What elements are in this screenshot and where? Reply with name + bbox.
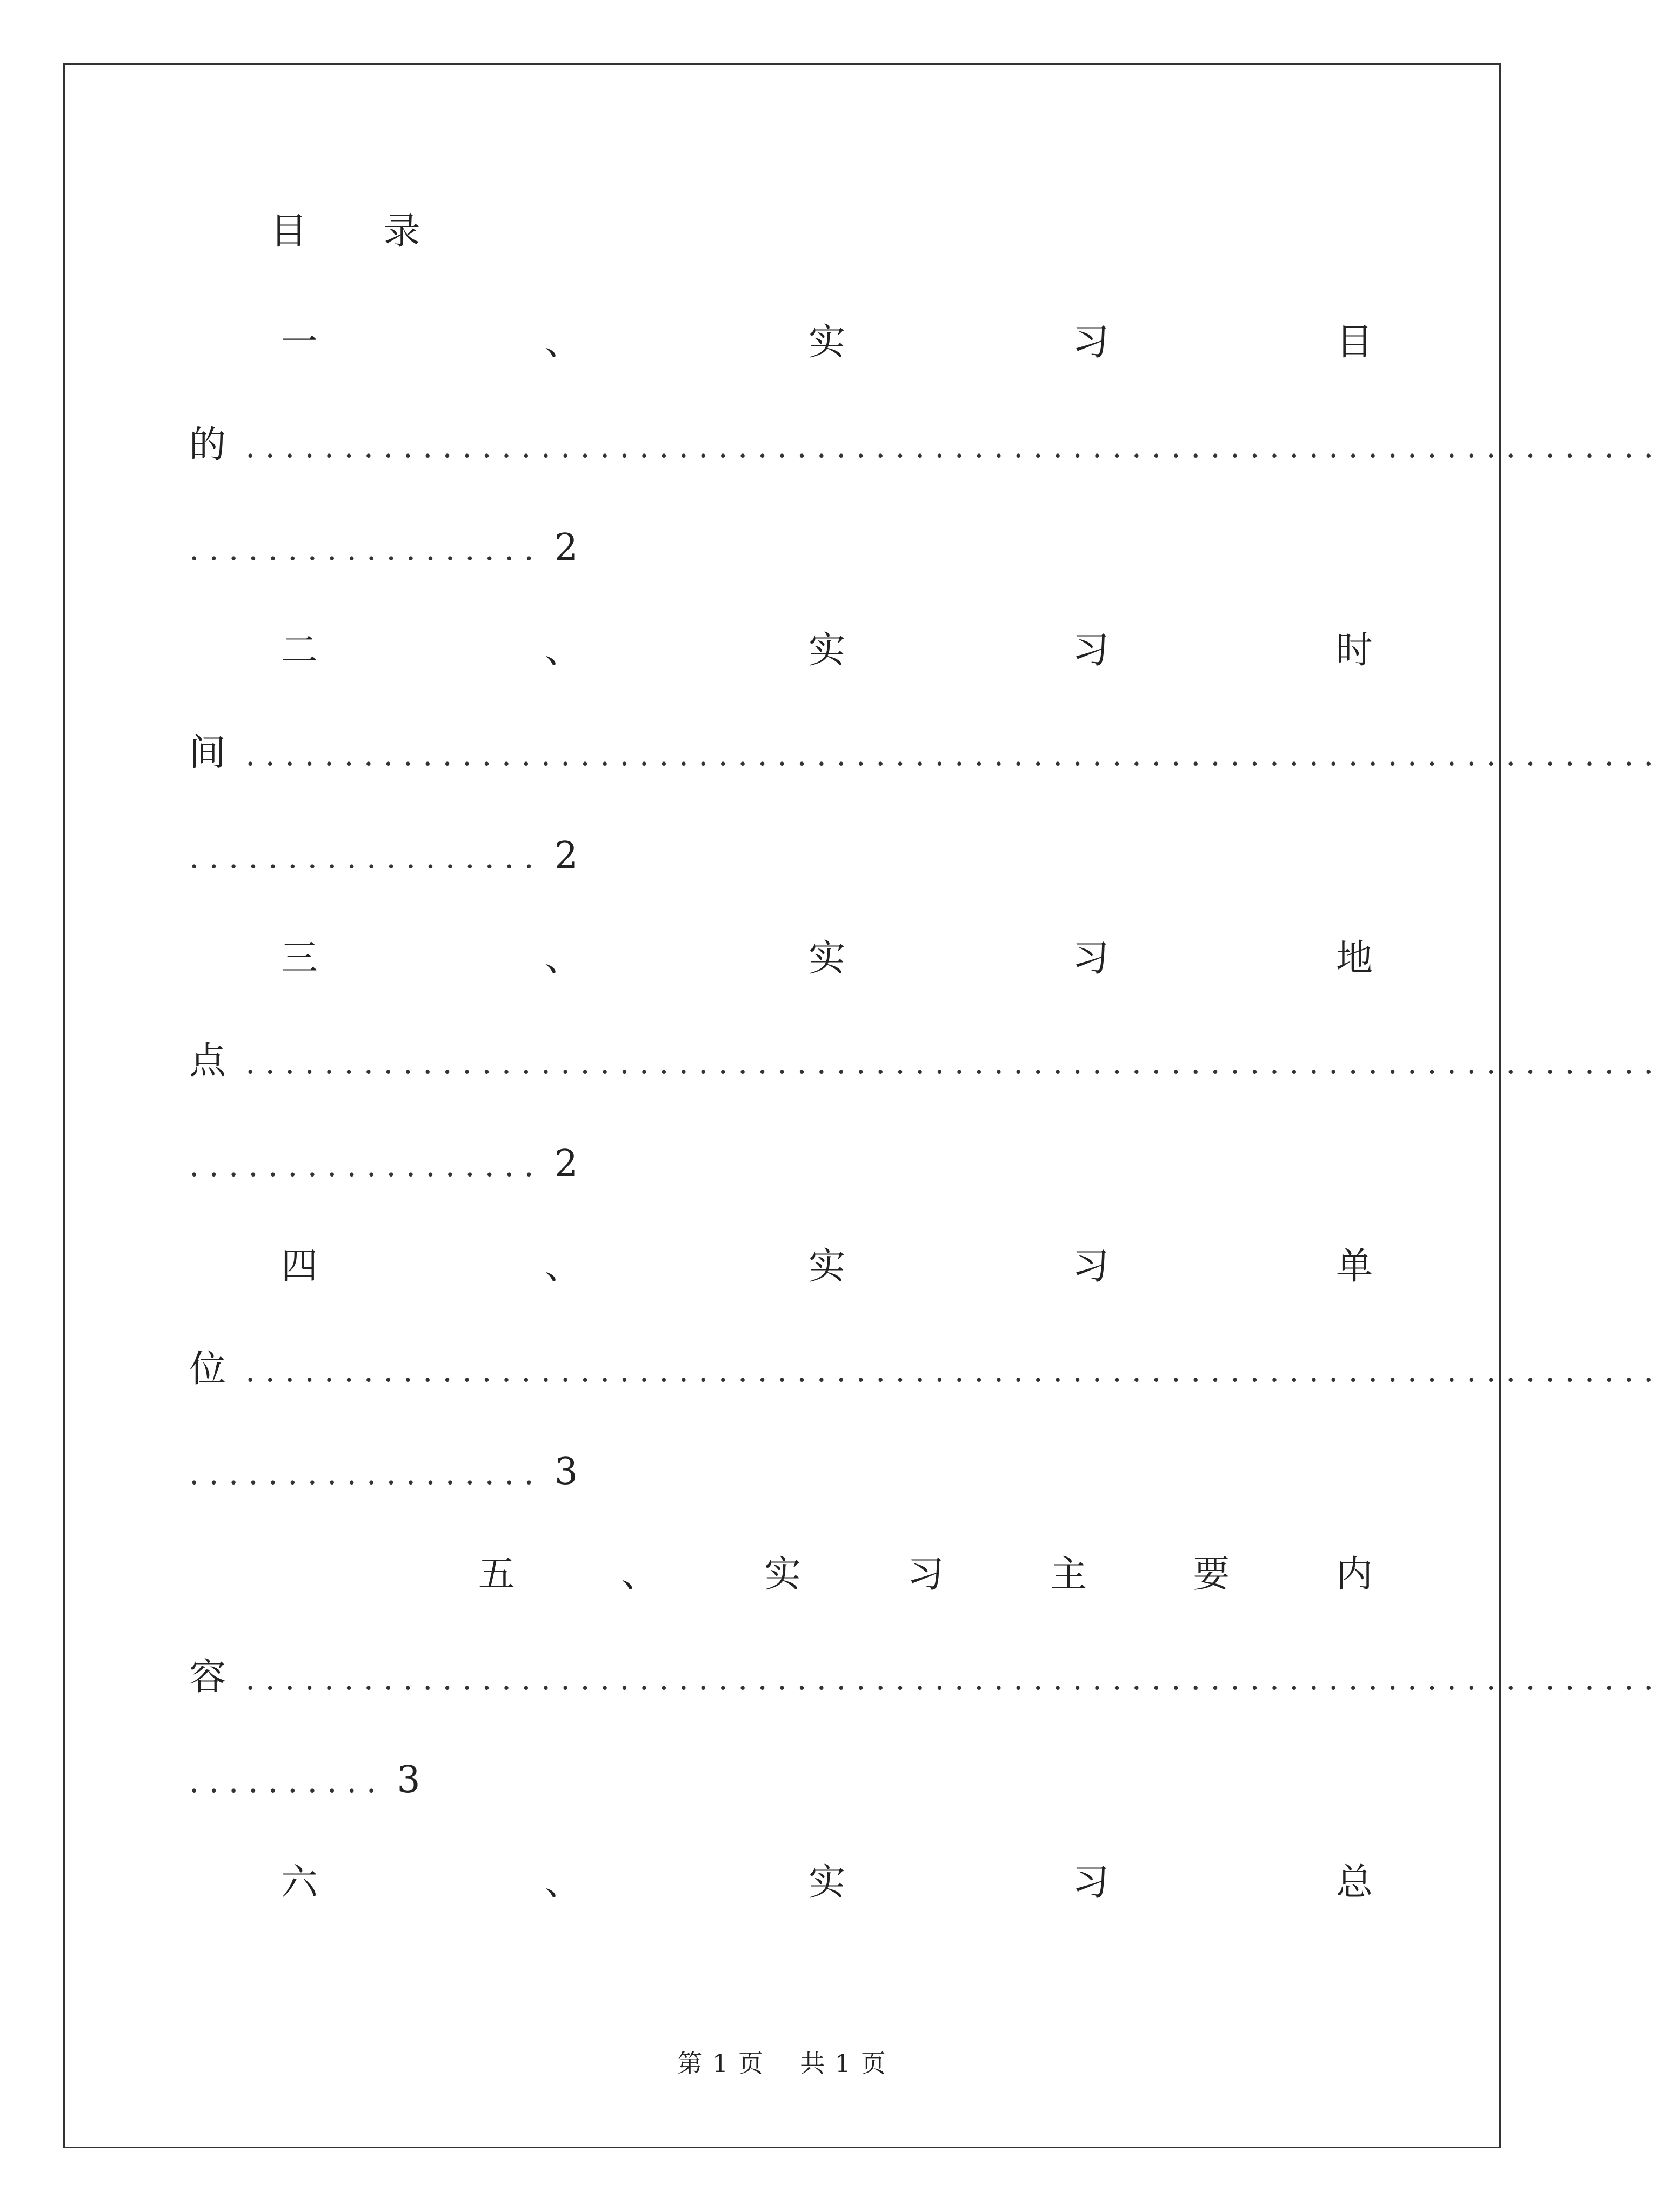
toc-leader-line-1 (189, 424, 1663, 481)
heading-char: 主 (1050, 1553, 1087, 1596)
toc-leader-line-2 (189, 732, 1663, 789)
leader-dots: ........................................................................ (245, 736, 1663, 773)
heading-char: 实 (808, 321, 845, 364)
toc-page-number: 2 (554, 526, 578, 569)
heading-char: 时 (1335, 629, 1373, 672)
heading-char: 习 (1072, 321, 1109, 364)
toc-title: 目 录 (270, 210, 453, 253)
toc-page-line-2 (189, 834, 1405, 892)
toc-heading-4 (281, 1245, 1373, 1302)
heading-lead-char: 位 (189, 1348, 226, 1391)
heading-char: 习 (1072, 937, 1109, 980)
heading-char: 总 (1335, 1861, 1373, 1904)
leader-dots: .......... (189, 1763, 386, 1800)
heading-char: 、 (621, 1553, 658, 1596)
leader-dots: ........................................................................ (245, 1044, 1663, 1081)
heading-char: 六 (281, 1861, 318, 1904)
heading-char: 实 (764, 1553, 801, 1596)
heading-char: 要 (1193, 1553, 1230, 1596)
heading-lead-char: 容 (189, 1656, 226, 1699)
page-footer: 第 1 页 共 1 页 (677, 2049, 887, 2078)
heading-char: 、 (544, 1861, 582, 1904)
heading-char: 实 (808, 937, 845, 980)
heading-char: 、 (544, 937, 582, 980)
toc-page-line-3 (189, 1142, 1405, 1200)
heading-char: 习 (907, 1553, 944, 1596)
leader-dots: .................. (189, 839, 544, 876)
heading-char: 、 (544, 1245, 582, 1288)
leader-dots: .................. (189, 1455, 544, 1492)
heading-char: 单 (1335, 1245, 1373, 1288)
heading-char: 三 (281, 937, 318, 980)
heading-char: 实 (808, 1245, 845, 1288)
heading-char: 实 (808, 629, 845, 672)
heading-char: 内 (1335, 1553, 1373, 1596)
toc-page-number: 2 (554, 834, 578, 877)
leader-dots: ........................................................................ (245, 1352, 1663, 1389)
toc-heading-3 (281, 937, 1373, 994)
toc-page-number: 3 (397, 1759, 420, 1801)
toc-page-number: 2 (554, 1142, 578, 1185)
toc-page-line-4 (189, 1451, 1405, 1508)
heading-char: 地 (1335, 937, 1373, 980)
toc-heading-1 (281, 321, 1373, 378)
toc-leader-line-4 (189, 1348, 1663, 1405)
toc-leader-line-3 (189, 1040, 1663, 1097)
heading-char: 、 (544, 629, 582, 672)
heading-char: 二 (281, 629, 318, 672)
heading-char: 习 (1072, 1861, 1109, 1904)
heading-char: 、 (544, 321, 582, 364)
heading-char: 四 (281, 1245, 318, 1288)
heading-char: 实 (808, 1861, 845, 1904)
leader-dots: ........................................................................ (245, 1660, 1663, 1697)
heading-lead-char: 点 (189, 1040, 226, 1082)
heading-char: 习 (1072, 629, 1109, 672)
leader-dots: .................. (189, 1147, 544, 1184)
toc-heading-6 (281, 1861, 1373, 1919)
heading-char: 五 (478, 1553, 516, 1596)
toc-leader-line-5 (189, 1656, 1663, 1713)
toc-page-number: 3 (554, 1451, 578, 1493)
heading-lead-char: 间 (189, 732, 226, 774)
toc-heading-2 (281, 629, 1373, 686)
heading-char: 习 (1072, 1245, 1109, 1288)
leader-dots: .................. (189, 531, 544, 567)
heading-lead-char: 的 (189, 424, 226, 466)
heading-char: 目 (1335, 321, 1373, 364)
leader-dots: ........................................................................ (245, 428, 1663, 465)
heading-char: 一 (281, 321, 318, 364)
toc-heading-5 (478, 1553, 1373, 1610)
toc-page-line-1 (189, 526, 1405, 584)
toc-page-line-5 (189, 1759, 1405, 1816)
